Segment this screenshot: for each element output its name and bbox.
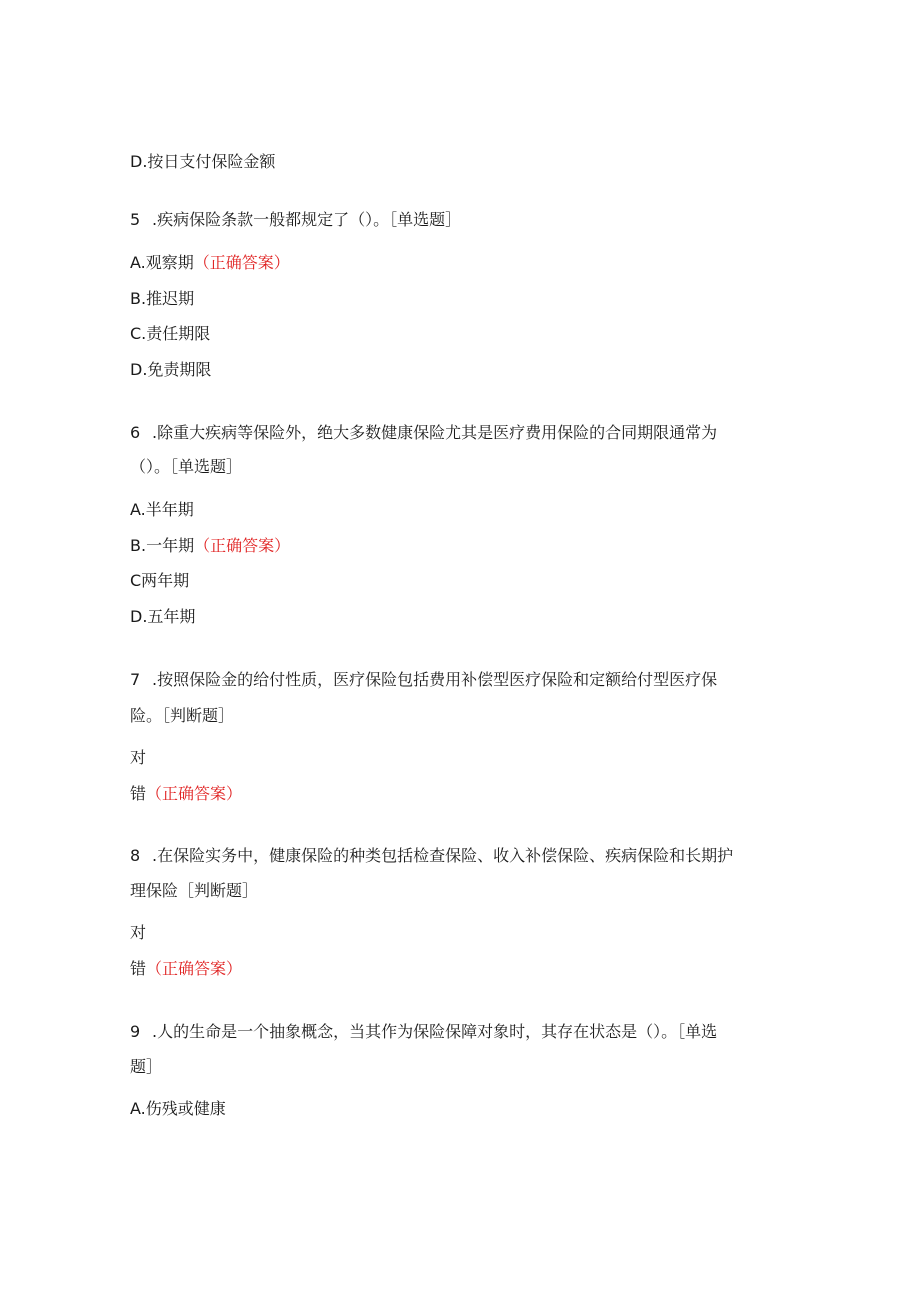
q5-option-b — [130, 288, 194, 310]
q6-option-a — [130, 499, 194, 521]
option-text: D.按日支付保险金额 — [130, 152, 276, 171]
option-text: D.五年期 — [130, 607, 196, 626]
q7-question-line1 — [130, 669, 717, 691]
option-text: B.推迟期 — [130, 289, 195, 308]
q9-option-a — [130, 1098, 226, 1120]
option-text: B.一年期 — [130, 536, 195, 555]
question-number: 6 — [130, 423, 141, 442]
question-text: .疾病保险条款一般都规定了（）。［单选题］ — [152, 210, 462, 229]
q5-option-d — [130, 359, 211, 381]
question-text: 理保险［判断题］ — [130, 881, 259, 900]
question-number: 9 — [130, 1022, 141, 1041]
option-text: A.观察期 — [130, 253, 194, 272]
option-text: 错 — [130, 784, 147, 803]
option-text: A.半年期 — [130, 500, 194, 519]
q7-option-false — [130, 783, 242, 805]
correct-answer-tag: （正确答案） — [194, 536, 291, 555]
option-text: 对 — [130, 923, 147, 942]
question-text: .在保险实务中，健康保险的种类包括检查保险、收入补偿保险、疾病保险和长期护 — [152, 846, 734, 865]
question-text: 险。［判断题］ — [130, 706, 235, 725]
option-text: C.责任期限 — [130, 324, 211, 343]
question-text: 题］ — [130, 1057, 163, 1076]
q6-option-d — [130, 606, 195, 628]
q5-option-a — [130, 252, 290, 274]
q5-option-c — [130, 323, 210, 345]
correct-answer-tag: （正确答案） — [193, 253, 290, 272]
q5-question — [130, 209, 461, 231]
option-text: D.免责期限 — [130, 360, 212, 379]
option-text: C两年期 — [130, 571, 190, 590]
q9-question-line2 — [130, 1056, 162, 1078]
q6-option-c — [130, 570, 189, 592]
option-text: A.伤残或健康 — [130, 1099, 226, 1118]
q8-option-false — [130, 958, 242, 980]
question-text: .人的生命是一个抽象概念，当其作为保险保障对象时，其存在状态是（）。［单选 — [152, 1022, 718, 1041]
q6-question-line2 — [130, 456, 242, 478]
question-number: 5 — [130, 210, 141, 229]
q7-question-line2 — [130, 705, 234, 727]
correct-answer-tag: （正确答案） — [146, 959, 243, 978]
option-text: 对 — [130, 748, 147, 767]
option-text: 错 — [130, 959, 147, 978]
q6-question-line1 — [130, 422, 717, 444]
question-text: .按照保险金的给付性质，医疗保险包括费用补偿型医疗保险和定额给付型医疗保 — [152, 670, 718, 689]
q6-option-b — [130, 535, 290, 557]
q9-question-line1 — [130, 1021, 717, 1043]
q8-question-line2 — [130, 880, 258, 902]
correct-answer-tag: （正确答案） — [146, 784, 243, 803]
question-number: 8 — [130, 846, 141, 865]
q8-option-true — [130, 922, 146, 944]
question-text: .除重大疾病等保险外，绝大多数健康保险尤其是医疗费用保险的合同期限通常为 — [152, 423, 718, 442]
question-text: （）。［单选题］ — [130, 457, 243, 476]
question-number: 7 — [130, 670, 141, 689]
q7-option-true — [130, 747, 146, 769]
q8-question-line1 — [130, 845, 733, 867]
q4-option-d — [130, 151, 275, 173]
